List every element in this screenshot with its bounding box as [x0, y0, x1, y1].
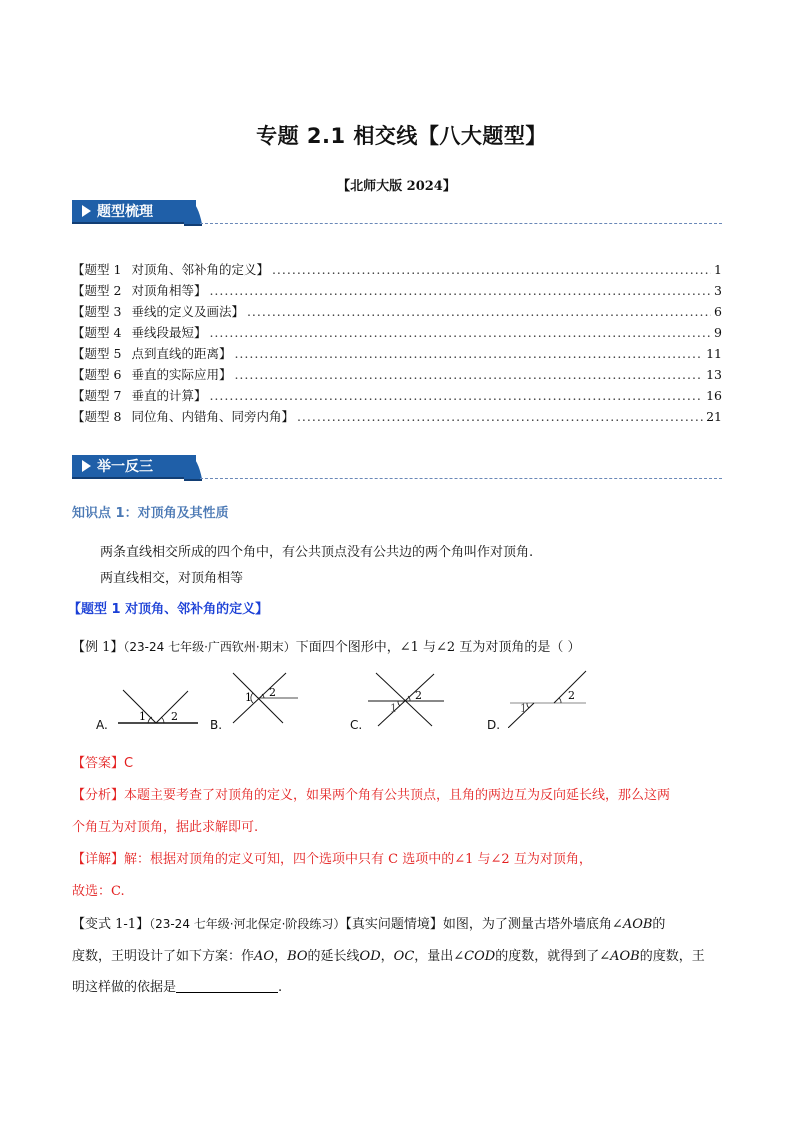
toc-leader [234, 346, 703, 361]
analysis-line [72, 784, 670, 803]
toc-entry[interactable] [72, 407, 722, 428]
toc-title: 对顶角相等】 [131, 283, 207, 298]
toc-entry[interactable] [72, 386, 722, 407]
toc-title: 垂线段最短】 [131, 325, 207, 340]
banner-tab [72, 200, 196, 224]
option-c-label: C. [350, 718, 363, 732]
toc-page: 6 [714, 304, 722, 319]
toc-label: 【题型 6 [72, 367, 122, 382]
answer-tag: 【答案】 [72, 756, 125, 771]
math-cod: COD [464, 949, 496, 964]
detail-line [72, 848, 592, 867]
toc-page: 11 [706, 346, 722, 361]
angle-label-1: 1 [139, 710, 146, 723]
knowledge-point-line: 两直线相交，对顶角相等 [100, 571, 244, 586]
variant-tag: 【变式 1-1】 [72, 917, 150, 932]
knowledge-point-title: 知识点 1：对顶角及其性质 [72, 506, 229, 521]
toc-leader [297, 409, 703, 424]
angle-label-2: 2 [171, 710, 178, 723]
choice-line: 故选：C. [72, 884, 125, 899]
option-a-label: A. [96, 718, 108, 732]
banner-dashed-line [200, 223, 722, 224]
variant-line-3 [72, 976, 282, 995]
math-ao: AO [254, 949, 275, 964]
angle-label-2: 2 [415, 689, 422, 702]
analysis-text: 本题主要考查了对顶角的定义，如果两个角有公共顶点，且角的两边互为反向延长线，那么这两 [124, 788, 671, 803]
toc-page: 9 [714, 325, 722, 340]
banner-label: 举一反三 [97, 459, 153, 475]
toc-title: 同位角、内错角、同旁内角】 [131, 409, 294, 424]
toc-label: 【题型 3 [72, 304, 122, 319]
variant-text: . [278, 980, 283, 995]
variant-line-2 [72, 945, 705, 964]
toc-leader [272, 262, 711, 277]
angle-label-1: 1 [390, 702, 397, 715]
toc-entry[interactable] [72, 302, 722, 323]
comma: ， [380, 949, 394, 964]
toc-entry[interactable] [72, 365, 722, 386]
toc-leader [234, 367, 703, 382]
analysis-tag: 【分析】 [72, 788, 125, 803]
detail-text: 解：根据对顶角的定义可知，四个选项中只有 C 选项中的∠1 与∠2 互为对顶角， [124, 852, 592, 867]
toc-title: 对顶角、邻补角的定义】 [131, 262, 269, 277]
math-aob: AOB [622, 917, 653, 932]
toc-title: 垂线的定义及画法】 [131, 304, 244, 319]
toc-label: 【题型 4 [72, 325, 122, 340]
variant-text: 的度数，王 [639, 949, 705, 964]
toc-page: 21 [706, 409, 722, 424]
toc-page: 3 [714, 283, 722, 298]
toc-title: 垂直的计算】 [131, 388, 207, 403]
toc-page: 1 [714, 262, 722, 277]
toc-leader [247, 304, 711, 319]
figure-b [228, 668, 303, 728]
toc-leader [209, 283, 711, 298]
toc-entry[interactable] [72, 323, 722, 344]
toc-title: 垂直的实际应用】 [131, 367, 232, 382]
banner-tab [72, 455, 196, 479]
banner-label: 题型梳理 [97, 204, 153, 220]
math-oc: OC [393, 949, 415, 964]
figure-d [508, 668, 590, 728]
analysis-line-2: 个角互为对顶角，据此求解即可. [72, 820, 259, 835]
example-question [72, 636, 580, 655]
play-triangle-icon [82, 205, 91, 217]
toc-title: 点到直线的距离】 [131, 346, 232, 361]
math-aob: AOB [610, 949, 640, 964]
toc-entry[interactable] [72, 260, 722, 281]
banner-dashed-line [200, 478, 722, 479]
variant-text: 的 [652, 917, 666, 932]
answer-value: C [124, 756, 134, 771]
table-of-contents [72, 260, 722, 428]
example-tag: 【例 1】 [72, 640, 124, 655]
math-bo: BO [287, 949, 308, 964]
figure-c [368, 668, 448, 728]
example-source: （23-24 七年级·广西钦州·期末） [123, 640, 296, 654]
option-d-label: D. [487, 718, 501, 732]
angle-label-1: 1 [245, 691, 252, 704]
document-subtitle: 【北师大版 2024】 [337, 179, 456, 194]
detail-tag: 【详解】 [72, 852, 125, 867]
variant-source: （23-24 七年级·河北保定·阶段练习） [149, 917, 346, 931]
toc-leader [209, 325, 711, 340]
knowledge-point-line: 两条直线相交所成的四个角中，有公共顶点没有公共边的两个角叫作对顶角. [100, 545, 534, 560]
toc-label: 【题型 5 [72, 346, 122, 361]
toc-page: 16 [706, 388, 722, 403]
example-text: 下面四个图形中，∠1 与∠2 互为对顶角的是（ ） [295, 640, 581, 655]
toc-page: 13 [706, 367, 722, 382]
toc-leader [209, 388, 703, 403]
option-b-label: B. [210, 718, 223, 732]
angle-label-2: 2 [269, 686, 276, 699]
section-banner-examples [72, 455, 722, 481]
answer-line [72, 752, 133, 771]
variant-text: 度数，王明设计了如下方案：作 [72, 949, 255, 964]
comma: ， [274, 949, 288, 964]
type-heading: 【题型 1 对顶角、邻补角的定义】 [68, 602, 269, 617]
document-title: 专题 2.1 相交线【八大题型】 [256, 124, 547, 148]
toc-entry[interactable] [72, 344, 722, 365]
toc-label: 【题型 8 [72, 409, 122, 424]
variant-line-1 [72, 913, 665, 932]
angle-label-2: 2 [568, 689, 575, 702]
section-banner-topic-overview [72, 200, 722, 226]
variant-context: 【真实问题情境】如图，为了测量古塔外墙底角∠ [345, 917, 623, 932]
variant-text: 的延长线 [307, 949, 360, 964]
toc-entry[interactable] [72, 281, 722, 302]
angle-label-1: 1 [520, 702, 527, 715]
variant-text: 的度数，就得到了∠ [495, 949, 611, 964]
toc-label: 【题型 7 [72, 388, 122, 403]
math-od: OD [359, 949, 381, 964]
toc-label: 【题型 2 [72, 283, 122, 298]
answer-blank[interactable] [176, 980, 278, 993]
figure-a [118, 668, 198, 728]
variant-text: 明这样做的依据是 [72, 980, 177, 995]
toc-label: 【题型 1 [72, 262, 122, 277]
play-triangle-icon [82, 460, 91, 472]
variant-text: ，量出∠ [414, 949, 465, 964]
